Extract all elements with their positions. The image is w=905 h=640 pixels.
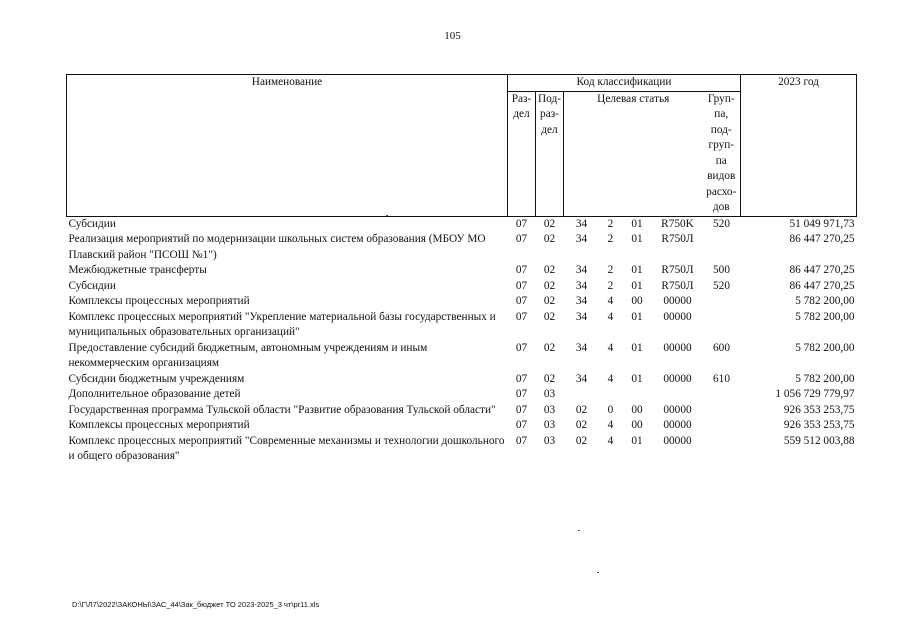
program-code-cell: 34 bbox=[575, 217, 588, 230]
podrazdel-cell: 03 bbox=[543, 403, 556, 416]
row-name-cell: Межбюджетные трансферты bbox=[68, 264, 207, 276]
razdel-cell: 07 bbox=[515, 419, 528, 431]
table-row bbox=[67, 279, 857, 295]
razdel-cell: 07 bbox=[515, 310, 528, 323]
row-name-cell: Предоставление субсидий бюджетным, автономным учреждениям и иным некоммерческим организациям bbox=[68, 341, 428, 369]
subprogram-code-cell: 2 bbox=[607, 264, 614, 276]
subprogram-code-cell: 4 bbox=[607, 372, 614, 385]
column-header-razdel bbox=[508, 91, 536, 216]
row-name-cell: Субсидии bbox=[68, 279, 116, 292]
direction-code-cell: 00000 bbox=[663, 434, 692, 447]
gruppa-line: под- bbox=[710, 123, 732, 136]
event-code-cell: 01 bbox=[631, 372, 643, 385]
expense-type-cell bbox=[703, 310, 741, 341]
razdel-cell: 07 bbox=[515, 233, 528, 245]
gruppa-line: дов bbox=[712, 201, 730, 213]
direction-code-cell: 00000 bbox=[663, 295, 692, 307]
razdel-cell: 07 bbox=[515, 434, 528, 447]
podrazdel-cell: 02 bbox=[543, 233, 556, 245]
podrazdel-cell: 03 bbox=[543, 434, 556, 447]
table-row bbox=[67, 263, 857, 279]
budget-table bbox=[66, 74, 857, 465]
program-code-cell: 02 bbox=[575, 419, 588, 431]
amount-cell: 5 782 200,00 bbox=[795, 341, 855, 354]
table-row bbox=[67, 403, 857, 419]
table-row bbox=[67, 232, 857, 263]
page-number: 105 bbox=[444, 30, 461, 42]
event-code-cell: 01 bbox=[631, 434, 643, 447]
podrazdel-line: раз- bbox=[540, 108, 559, 120]
gruppa-line: Груп- bbox=[707, 92, 735, 105]
subprogram-code-cell: 2 bbox=[607, 279, 614, 292]
table-row bbox=[67, 418, 857, 434]
direction-code-cell bbox=[653, 387, 703, 403]
razdel-cell: 07 bbox=[515, 403, 528, 416]
program-code-cell: 02 bbox=[575, 434, 588, 447]
scan-speck bbox=[386, 215, 388, 216]
razdel-line: Раз- bbox=[511, 92, 532, 105]
razdel-cell: 07 bbox=[515, 217, 528, 230]
event-code-cell: 01 bbox=[631, 233, 643, 245]
file-path-footer: D:\Г\Л7\2022\ЗАКОНЫ\ЗАС_44\Зак_бюджет ТО 2023-2025_3 чт\pr11.xls bbox=[72, 600, 320, 609]
direction-code-cell: 00000 bbox=[663, 310, 692, 323]
event-code-cell: 00 bbox=[631, 295, 643, 307]
subprogram-code-cell: 2 bbox=[607, 233, 614, 245]
column-header-celevaya: Целевая статья bbox=[564, 91, 703, 216]
podrazdel-cell: 02 bbox=[543, 264, 556, 276]
column-header-year: 2023 год bbox=[741, 75, 857, 217]
direction-code-cell: R750Л bbox=[661, 233, 694, 245]
column-header-name: Наименование bbox=[67, 75, 508, 217]
direction-code-cell: 00000 bbox=[663, 403, 692, 416]
razdel-cell: 07 bbox=[515, 264, 528, 276]
row-name-cell: Комплекс процессных мероприятий "Укрепление материальной базы государственных и муниципальных образовательных организаций" bbox=[68, 310, 496, 338]
program-code-cell: 34 bbox=[575, 264, 588, 276]
event-code-cell: 00 bbox=[631, 419, 643, 431]
row-name-cell: Комплексы процессных мероприятий bbox=[68, 419, 250, 431]
table-row bbox=[67, 294, 857, 310]
row-name-cell: Государственная программа Тульской области "Развитие образования Тульской области" bbox=[68, 403, 496, 416]
scan-speck bbox=[578, 530, 580, 531]
expense-type-cell: 600 bbox=[713, 341, 730, 354]
event-code-cell bbox=[622, 387, 653, 403]
subprogram-code-cell: 4 bbox=[607, 310, 614, 323]
expense-type-cell bbox=[703, 387, 741, 403]
direction-code-cell: 00000 bbox=[663, 419, 692, 431]
podrazdel-cell: 02 bbox=[543, 341, 556, 354]
event-code-cell: 01 bbox=[631, 310, 643, 323]
program-code-cell: 02 bbox=[575, 403, 588, 416]
podrazdel-cell: 02 bbox=[543, 295, 556, 307]
subprogram-code-cell: 4 bbox=[607, 419, 614, 431]
expense-type-cell: 500 bbox=[713, 264, 730, 276]
direction-code-cell: R750K bbox=[661, 217, 694, 230]
row-name-cell: Дополнительное образование детей bbox=[68, 388, 241, 400]
expense-type-cell: 520 bbox=[713, 217, 730, 230]
column-header-kod: Код классификации bbox=[508, 75, 741, 92]
expense-type-cell bbox=[703, 403, 741, 419]
expense-type-cell: 520 bbox=[713, 279, 730, 292]
scan-speck bbox=[597, 572, 599, 573]
expense-type-cell bbox=[703, 294, 741, 310]
header-row-top bbox=[67, 75, 857, 92]
amount-cell: 86 447 270,25 bbox=[789, 233, 855, 245]
column-header-gruppa bbox=[703, 91, 741, 216]
column-header-podrazdel bbox=[536, 91, 564, 216]
expense-type-cell bbox=[703, 418, 741, 434]
razdel-cell: 07 bbox=[515, 295, 528, 307]
table-row bbox=[67, 216, 857, 232]
expense-type-cell bbox=[703, 232, 741, 263]
table-row bbox=[67, 310, 857, 341]
subprogram-code-cell: 4 bbox=[607, 295, 614, 307]
podrazdel-cell: 02 bbox=[543, 310, 556, 323]
podrazdel-line: дел bbox=[541, 123, 558, 136]
expense-type-cell bbox=[703, 434, 741, 465]
razdel-cell: 07 bbox=[515, 279, 528, 292]
direction-code-cell: 00000 bbox=[663, 372, 692, 385]
expense-type-cell: 610 bbox=[713, 372, 730, 385]
razdel-cell: 07 bbox=[515, 372, 528, 385]
table-row bbox=[67, 372, 857, 388]
podrazdel-line: Под- bbox=[538, 92, 561, 105]
amount-cell: 86 447 270,25 bbox=[789, 279, 855, 292]
direction-code-cell: 00000 bbox=[663, 341, 692, 354]
amount-cell: 5 782 200,00 bbox=[795, 310, 855, 323]
row-name-cell: Субсидии бюджетным учреждениям bbox=[68, 372, 245, 385]
subprogram-code-cell: 4 bbox=[607, 434, 614, 447]
podrazdel-cell: 02 bbox=[543, 217, 556, 230]
amount-cell: 559 512 003,88 bbox=[783, 434, 855, 447]
gruppa-line: па bbox=[715, 154, 727, 167]
program-code-cell: 34 bbox=[575, 233, 588, 245]
direction-code-cell: R750Л bbox=[661, 279, 694, 292]
program-code-cell: 34 bbox=[575, 279, 588, 292]
gruppa-line: расхо- bbox=[706, 185, 737, 198]
razdel-cell: 07 bbox=[515, 341, 528, 354]
table-row bbox=[67, 387, 857, 403]
program-code-cell: 34 bbox=[575, 310, 588, 323]
row-name-cell: Комплекс процессных мероприятий "Современные механизмы и технологии дошкольного и общего образования" bbox=[68, 434, 505, 462]
podrazdel-cell: 03 bbox=[543, 419, 556, 431]
subprogram-code-cell: 0 bbox=[607, 403, 614, 416]
podrazdel-cell: 02 bbox=[543, 279, 556, 292]
amount-cell: 5 782 200,00 bbox=[795, 372, 855, 385]
event-code-cell: 00 bbox=[631, 403, 643, 416]
gruppa-line: видов bbox=[707, 170, 736, 182]
subprogram-code-cell: 2 bbox=[607, 217, 614, 230]
subprogram-code-cell bbox=[600, 387, 622, 403]
subprogram-code-cell: 4 bbox=[607, 341, 614, 354]
direction-code-cell: R750Л bbox=[661, 264, 694, 276]
podrazdel-cell: 02 bbox=[543, 372, 556, 385]
row-name-cell: Комплексы процессных мероприятий bbox=[68, 295, 250, 307]
program-code-cell: 34 bbox=[575, 372, 588, 385]
budget-table-container bbox=[66, 74, 857, 465]
amount-cell: 5 782 200,00 bbox=[795, 295, 855, 307]
row-name-cell: Реализация мероприятий по модернизации школьных систем образования (МБОУ МО Плавский район "ПСОШ №1") bbox=[68, 233, 486, 261]
gruppa-line: груп- bbox=[708, 139, 735, 151]
razdel-cell: 07 bbox=[515, 388, 528, 400]
program-code-cell: 34 bbox=[575, 341, 588, 354]
amount-cell: 51 049 971,73 bbox=[789, 217, 855, 230]
table-row bbox=[67, 341, 857, 372]
row-name-cell: Субсидии bbox=[68, 217, 116, 230]
razdel-line: дел bbox=[513, 108, 530, 120]
amount-cell: 926 353 253,75 bbox=[783, 419, 855, 431]
amount-cell: 86 447 270,25 bbox=[789, 264, 855, 276]
event-code-cell: 01 bbox=[631, 341, 643, 354]
amount-cell: 926 353 253,75 bbox=[783, 403, 855, 416]
event-code-cell: 01 bbox=[631, 217, 643, 230]
event-code-cell: 01 bbox=[631, 264, 643, 276]
table-body bbox=[67, 216, 857, 465]
podrazdel-cell: 03 bbox=[543, 388, 556, 400]
program-code-cell: 34 bbox=[575, 295, 588, 307]
program-code-cell bbox=[564, 387, 600, 403]
table-row bbox=[67, 434, 857, 465]
event-code-cell: 01 bbox=[631, 279, 643, 292]
gruppa-line: па, bbox=[714, 108, 729, 120]
amount-cell: 1 056 729 779,97 bbox=[775, 388, 855, 400]
